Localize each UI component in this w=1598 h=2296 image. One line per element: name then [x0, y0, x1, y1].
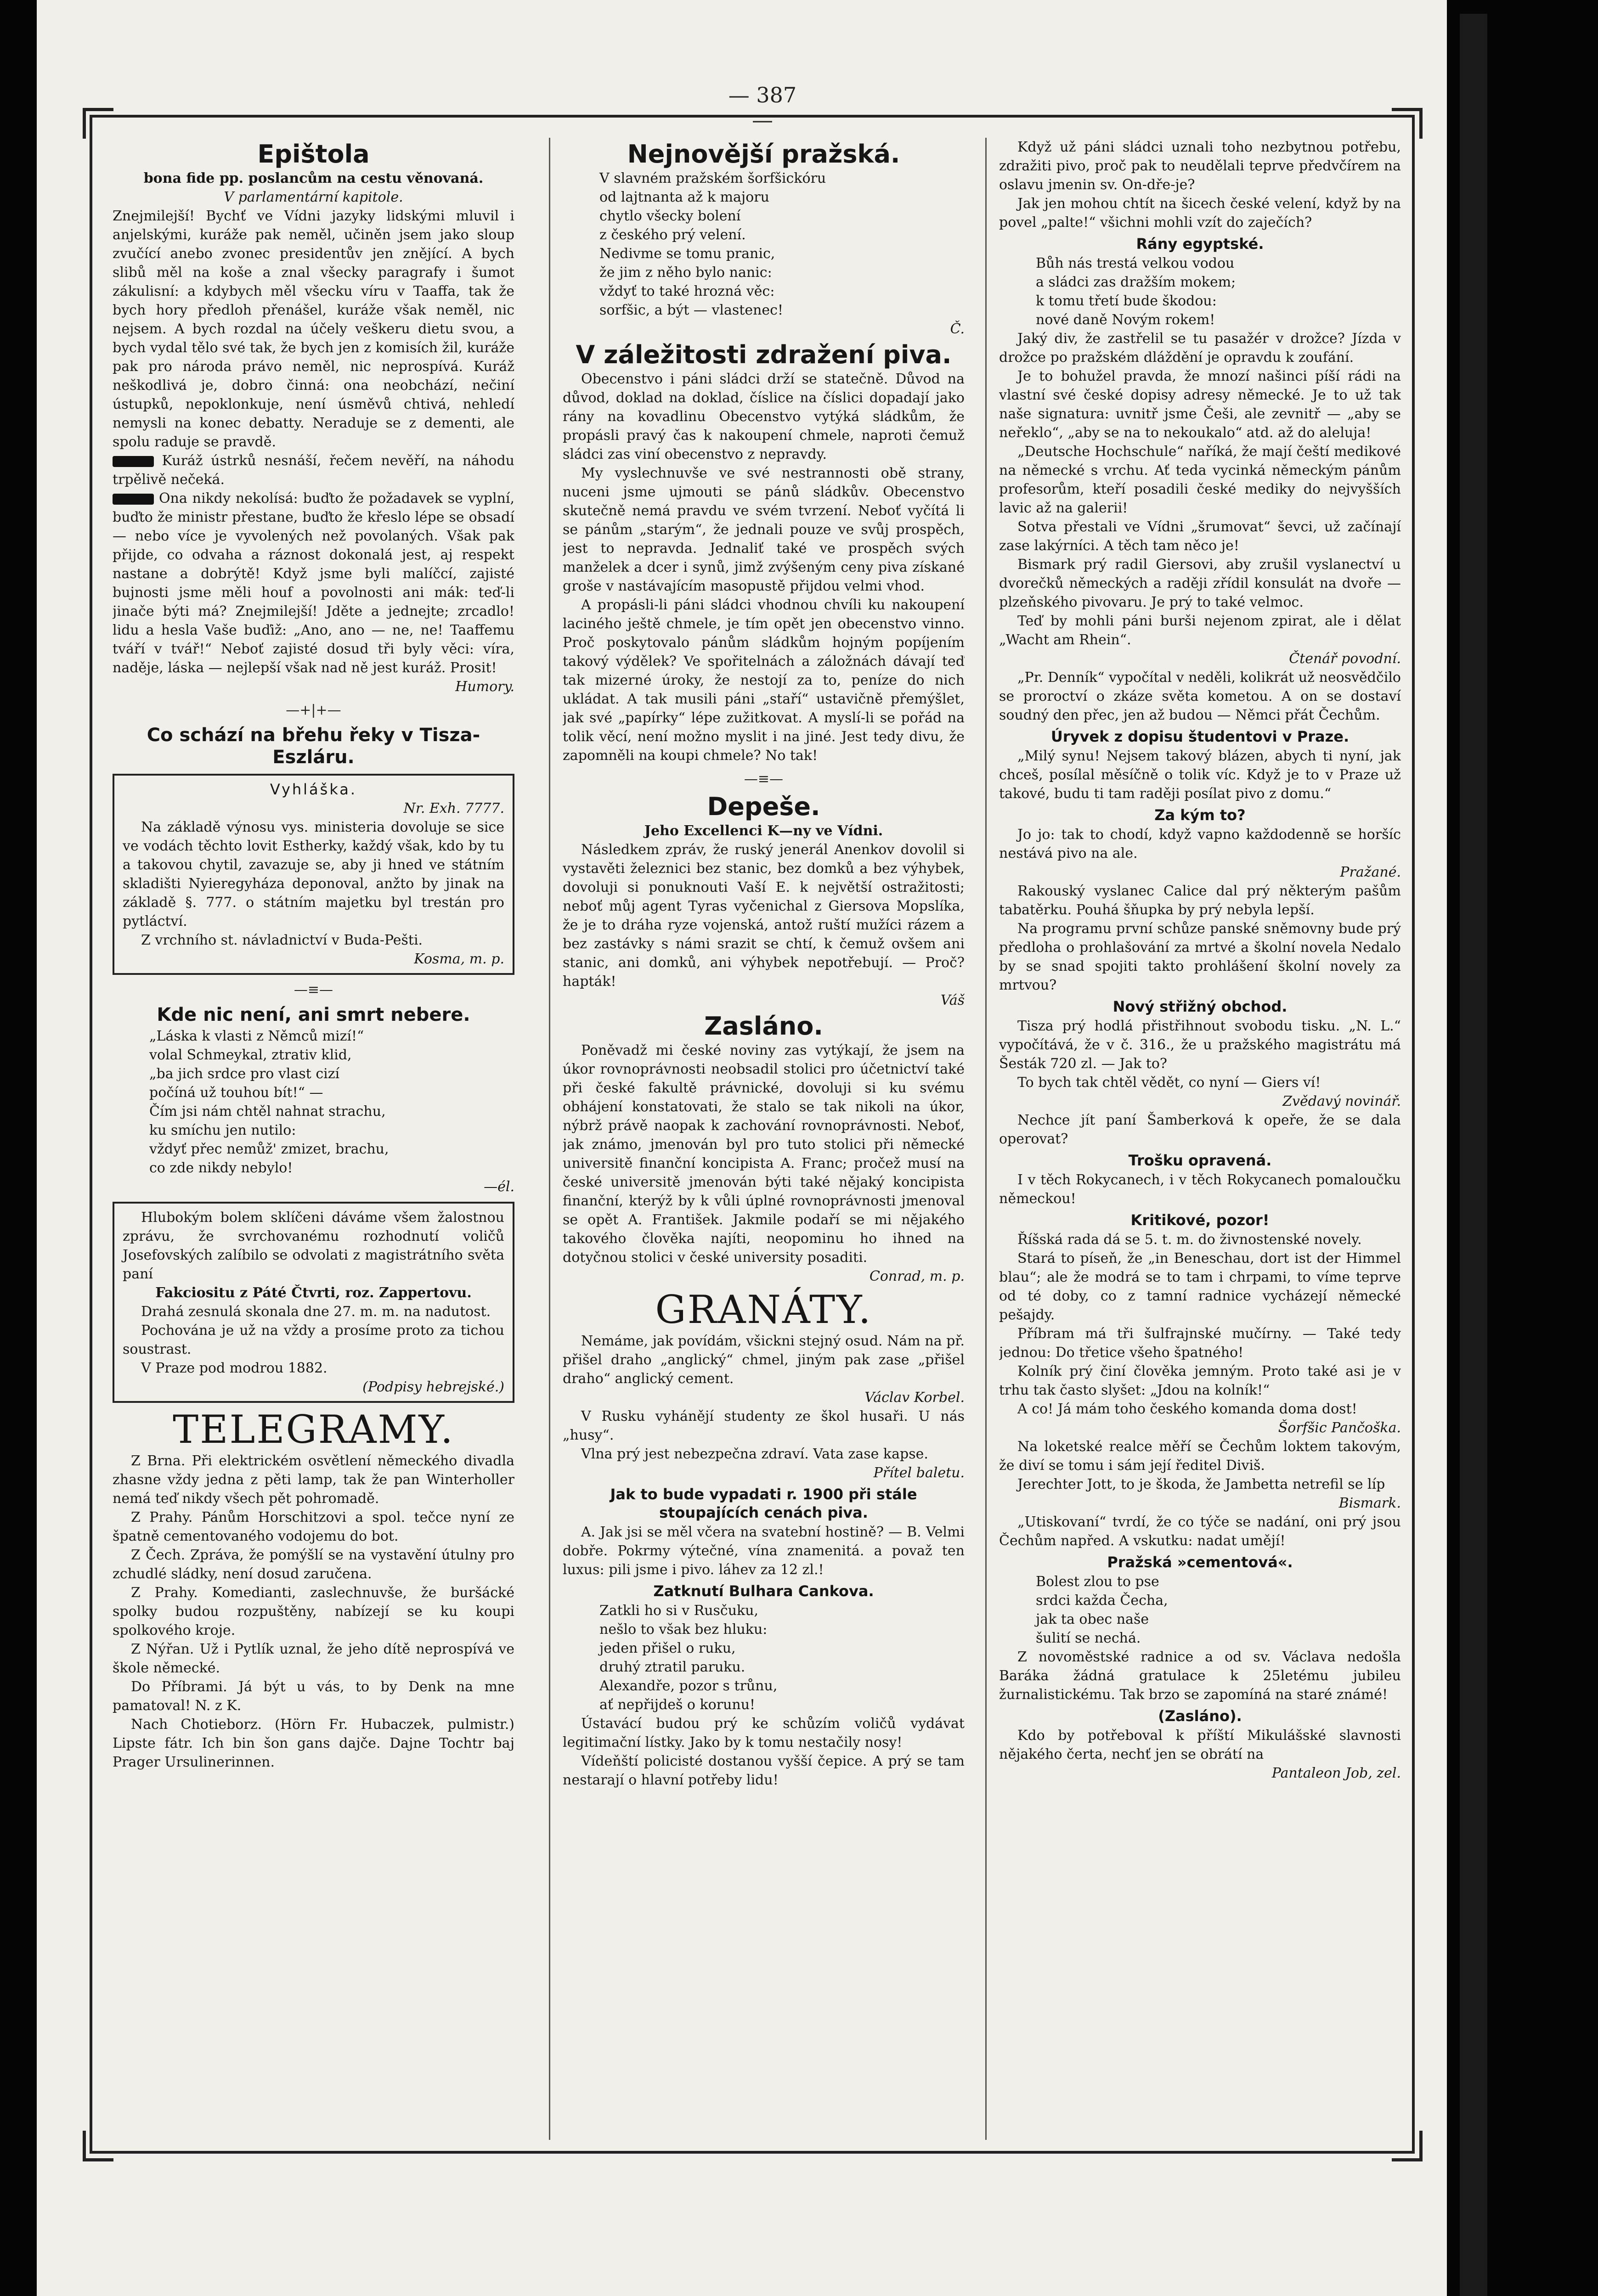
verse-line: V slavném pražském šorfšickóru	[599, 170, 826, 186]
epistola-text: Znejmilejší! Bychť ve Vídni jazyky lidskými mluvil i anjelskými, kuráže pak neměl, učiněn jsem jako sloup zvučící anebo zvonec presidentův jen znějící. A bych slibů měl na koše a znal všecky paragrafy i šumot zákulisní: a kdybych měl všecku víru v Taaffa, tak že bych hory předloh přenášel, kuráže však neměl, nic nejsem. A bych rozdal na účely veškeru dietu svou, a bych vydal tělo své tak, že bych jen z komisích žil, kuráže pak pro národa právo neměl, nic neprospívá. Kuráž neškodlivá je, dobro činná: ona neobchází, nečiní ústupků, nepoklonkuje, není úsměvů chtivá, nehledí nemysli na konec debatty. Neraduje se z dementi, ale spolu raduje se pravdě.	[113, 208, 514, 450]
verse-line: od lajtnanta až k majoru	[599, 189, 769, 205]
telegram-item: Z Brna. Při elektrickém osvětlení německého divadla zhasne vždy jedna z pěti lamp, tak že pan Winterholler nemá teď nikdy všech pět pohromadě.	[113, 1453, 514, 1507]
page-number: — 387 —	[728, 83, 797, 132]
verse-line: chytlo všecky bolení	[599, 208, 741, 224]
verse-line: vždyť to také hrozná věc:	[599, 283, 775, 299]
egypt-title: Rány egyptské.	[1136, 235, 1264, 253]
pivo-text: My vyslechnuvše ve své nestrannosti obě strany, nuceni jsme ujmouti se pánů sládkův. Obecenstvo skutečně nemá pravdu ve svém tvrzení. Neboť vyčítá li se pánům „starým“, že jednali pouze ve svůj prospěch, jest to nepravda. Jednaliť také ve prospěch svých manželek a dcer i synů, jimž zvýšeným ceny piva získané groše v nastávajícím masopustě přijdou velmi vhod.	[563, 465, 965, 594]
column-2	[563, 138, 965, 2140]
column-1	[113, 138, 514, 2140]
article-text: Jerechter Jott, to je škoda, že Jambetta netrefil se líp	[1017, 1476, 1385, 1492]
frame-corner-bl	[83, 2131, 113, 2161]
article-text: Kolník prý činí člověka jemným. Proto také asi je v trhu tak často slyšet: „Jdou na kolník!“	[999, 1363, 1401, 1398]
telegram-item: Z Prahy. Komedianti, zaslechnuvše, že buršácké spolky budou rozpuštěny, nabízejí se ku koupi spolkového kroje.	[113, 1585, 514, 1638]
article-text: Je to bohužel pravda, že mnozí našinci píší rádi na vlastní své české dopisy adresy německé. Je to už tak naše signatura: uvnitř jsme Češi, ale zevnitř — „aby se neřeklo“, „aby se na to nekoukalo“ atd. až do aleluja!	[999, 368, 1401, 441]
scan-edge	[1460, 14, 1487, 2296]
cement-title: Pražská »cementová«.	[1107, 1553, 1293, 1571]
verse-line: šulití se nechá.	[1036, 1630, 1141, 1646]
article-signature: Bismark.	[1338, 1495, 1401, 1511]
article-text: Kdo by potřeboval k příští Mikulášské slavnosti nějakého čerta, nechť jen se obrátí na	[999, 1728, 1401, 1762]
obituary-signature: (Podpisy hebrejské.)	[362, 1379, 504, 1395]
nejnovejsi-verse	[599, 169, 965, 320]
article-text: Jak jen mohou chtít na šicech české velení, když by na povel „palte!“ všichni mohli vzít do zaječích?	[999, 196, 1401, 231]
article-text: Když už páni sládci uznali toho nezbytnou potřebu, zdražiti pivo, proč pak to neudělali teprve předvčírem na oslavu jmenin sv. On-dře-je?	[999, 139, 1401, 193]
kde-title: Kde nic není, ani smrt nebere.	[157, 1004, 470, 1025]
article-text: Sotva přestali ve Vídni „šrumovat“ ševci, už začínají zase lakýrníci. A těch tam něco je!	[999, 519, 1401, 554]
article-text: „Pr. Denník“ vypočítal v neděli, kolikrát už neosvědčilo se proroctví o zkáze světa kometou. A on se dostaví soudný den přec, jen až budou — Němci přát Čechům.	[999, 670, 1401, 723]
depese-title: Depeše.	[707, 792, 820, 821]
granat-signature: Přítel baletu.	[873, 1465, 965, 1481]
verse-line: Nedivme se tomu pranic,	[599, 246, 775, 262]
obituary-box	[113, 1202, 514, 1403]
frame-corner-tl	[83, 108, 113, 139]
granat-signature: Václav Korbel.	[864, 1390, 965, 1406]
telegram-item: Z Nýřan. Už i Pytlík uznal, že jeho dítě neprospívá ve škole německé.	[113, 1641, 514, 1676]
telegramy-title: TELEGRAMY.	[173, 1407, 454, 1452]
verse-line: druhý ztratil paruku.	[599, 1659, 745, 1675]
article-text: Příbram má tři šulfrajnské mučírny. — Také tedy jednou: Do třetice všeho špatného!	[999, 1326, 1401, 1361]
telegram-item: Z Prahy. Pánům Horschitzovi a spol. tečce nyní ze špatně cementovaného vodojemu do bot.	[113, 1509, 514, 1544]
article-text: „Milý synu! Nejsem takový blázen, abych ti nyní, jak chceš, posílal měsíčně o tolik víc. Když je to v Praze už takové, budu ti tam raději posílat pivo z domu.“	[999, 748, 1401, 802]
granat-item: Vlna prý jest nebezpečna zdraví. Vata zase kapse.	[581, 1446, 928, 1462]
vyhlaska-from: Z vrchního st. návladnictví v Buda-Pešti.	[141, 932, 423, 948]
obchod-title: Nový střižný obchod.	[1112, 998, 1287, 1015]
pivo-text: A propásli-li páni sládci vhodnou chvíli ku nakoupení laciného ještě chmele, je tím opět jen obecenstvo vinno. Proč poskytovalo pánům sládkům hojným popíjením takový výdělek? Ve spořitelnách a záložnách dávají teď tak mizerné úroky, že nestojí za to, peníze do nich ukládat. A tak musili páni „staří“ ustavičně přemýšlet, jak své „papírky“ lépe zužitkovat. A myslí-li se pořád na tolik věcí, není možno myslit i na jiné. Jest tedy divu, že zapomněli na koupi chmele? No tak!	[563, 597, 965, 764]
egypt-verse	[1036, 254, 1401, 329]
telegram-item: Do Příbrami. Já být u vás, to by Denk na mne pamatoval! N. z K.	[113, 1679, 514, 1714]
granat-item: Ústavácí budou prý ke schůzím voličů vydávat legitimační lístky. Jako by k tomu nestačily nosy!	[563, 1716, 965, 1750]
article-text: Nechce jít paní Šamberková k opeře, že se dala operovat?	[999, 1112, 1401, 1147]
verse-line: Bolest zlou to pse	[1036, 1574, 1159, 1590]
article-signature: Šorfšic Pančoška.	[1278, 1420, 1401, 1436]
verse-line: jak ta obec naše	[1036, 1611, 1149, 1627]
ornament-divider: —≡—	[294, 982, 333, 998]
column-3	[999, 138, 1401, 2140]
zaslano-small-title: (Zasláno).	[1158, 1707, 1242, 1725]
verse-line: sorfšic, a být — vlastenec!	[599, 302, 784, 318]
verse-line: z českého prý velení.	[599, 227, 746, 243]
verse-line: Alexandře, pozor s trůnu,	[599, 1678, 778, 1694]
granaty-title: GRANÁTY.	[655, 1287, 872, 1332]
epistola-kicker: V parlamentární kapitole.	[224, 189, 403, 205]
tisza-title: Co schází na břehu řeky v Tisza-Eszláru.	[147, 725, 480, 768]
verse-line: co zde nikdy nebylo!	[149, 1160, 293, 1176]
depese-subtitle: Jeho Excellenci K—ny ve Vídni.	[644, 823, 883, 839]
verse-line: ať nepřijdeš o korunu!	[599, 1697, 756, 1713]
pivo-title: V záležitosti zdražení piva.	[576, 340, 952, 369]
ornament-divider: —≡—	[744, 771, 784, 787]
pointing-hand-icon	[113, 456, 154, 467]
article-text: „Utiskovaní“ tvrdí, že co týče se nadání, oni prý jsou Čechům napřed. A vskutku: nadat umějí!	[999, 1514, 1401, 1549]
pointing-hand-icon	[113, 494, 154, 505]
frame-corner-tr	[1392, 108, 1423, 139]
kritik-title: Kritikové, pozor!	[1130, 1211, 1270, 1229]
depese-text: Následkem zpráv, že ruský jenerál Anenkov dovolil si vystavěti železnici bez stanic, bez domků a bez výhybek, dovoluji si ponuknouti Vaší E. k největší ostražitosti; neboť můj agent Tyras vyčenichal z Giersova Mopslíka, že je to dráha ryze vojenská, antož ruští mužíci rázem a bez zastávky s námi srazit se chtí, k čemuž ovšem ani stanic, ani domků, ani výhybek nepotřebují. — Proč? hapták!	[563, 842, 965, 990]
verse-line: Zatkli ho si v Rusčuku,	[599, 1603, 759, 1619]
article-text: Říšská rada dá se 5. t. m. do živnostenské novely.	[1017, 1232, 1362, 1248]
kde-signature: —él.	[484, 1179, 514, 1195]
verse-line: volal Schmeykal, ztrativ klid,	[149, 1047, 352, 1063]
ornament-divider: —+|+—	[286, 702, 341, 718]
article-text: Na loketské realce měří se Čechům loktem takovým, že diví se tomu i sám její ředitel Diviš.	[999, 1439, 1401, 1474]
bulhar-title: Zatknutí Bulhara Cankova.	[653, 1582, 874, 1600]
verse-line: počíná už touhou bít!“ —	[149, 1085, 323, 1101]
verse-line: nové daně Novým rokem!	[1036, 312, 1215, 328]
verse-line: nešlo to však bez hluku:	[599, 1621, 768, 1638]
telegram-item: Z Čech. Zpráva, že pomýšlí se na vystavění útulny pro zchudlé sládky, není dosud zaručena.	[113, 1547, 514, 1582]
granat-item: Nemáme, jak povídám, všickni stejný osud. Nám na př. přišel draho „anglický“ chmel, jiným pak zase „přišel draho“ anglický cement.	[563, 1333, 965, 1387]
epistola-signature: Humory.	[455, 679, 514, 695]
column-rule	[549, 138, 550, 2140]
article-text: To bych tak chtěl vědět, co nyní — Giers ví!	[1017, 1075, 1321, 1091]
epistola-title: Epištola	[257, 140, 370, 169]
vyhlaska-text: Na základě výnosu vys. ministeria dovoluje se sice ve vodách těchto lovit Estherky, každý však, kdo by tu a takovou chytil, zavazuje se, aby ji hned ve státním skladišti Nyieregyháza deponoval, anžto by jinak na základě §. 777. o státním majetku byl trestán pro pytláctví.	[123, 819, 504, 929]
article-text: Jo jo: tak to chodí, když vapno každodenně se horšíc nestává pivo na ale.	[999, 827, 1401, 861]
obituary-text-4: V Praze pod modrou 1882.	[141, 1360, 328, 1376]
vyhlaska-signature: Kosma, m. p.	[414, 951, 504, 967]
zaslano-text: Poněvadž mi české noviny zas vytýkají, že jsem na úkor rovnoprávnosti neobsadil stolici pro účetnictví také při české fakultě právnické, dovoluji si ku svému obhájení konstatovati, že stalo se tak nikoli na úkor, nýbrž právě naopak k zachování rovnoprávnosti. Neboť, jak známo, jmenován byl pro tuto stolici při německé universitě finanční koncipista A. Franc; pročež musí na české universitě jmenován býti také nějaký koncipista finanční, kterýž by k vůli úplné rovnoprávnosti jmenoval se opět A. František. Jakmile podaří se mi nějakého takového člověka najíti, neopominu ho ihned na dotyčnou stolici v české university posaditi.	[563, 1042, 965, 1266]
granat-item: Vídeňští policisté dostanou vyšší čepice. A prý se tam nestarají o hlavní potřeby lidu!	[563, 1753, 965, 1788]
obituary-text-2: Drahá zesnulá skonala dne 27. m. m. na nadutost.	[141, 1304, 491, 1320]
verse-line: „ba jich srdce pro vlast cizí	[149, 1066, 340, 1082]
vyhlaska-title: Vyhláška.	[270, 781, 357, 798]
depese-signature: Váš	[940, 992, 965, 1008]
epistola-subtitle: bona fide pp. poslancům na cestu věnovaná.	[143, 170, 484, 186]
verse-line: a sládci zas dražším mokem;	[1036, 274, 1236, 290]
article-text: Jaký div, že zastřelil se tu pasažér v drožce? Jízda v drožce po pražském dláždění je opravdu k zoufání.	[999, 331, 1401, 366]
vyhlaska-box	[113, 774, 514, 975]
vyhlaska-ref: Nr. Exh. 7777.	[403, 800, 504, 816]
granat-item: A. Jak jsi se měl včera na svatební hostině? — B. Velmi dobře. Pokrmy výtečné, vína znamenitá. a považ ten luxus: pili jsme i pivo. láhev za 12 zl.!	[563, 1524, 965, 1578]
article-text: Rakouský vyslanec Calice dal prý některým pašům tabatěrku. Pouhá šňupka by prý nebyla lepší.	[999, 883, 1401, 918]
zaslano-signature: Conrad, m. p.	[869, 1268, 965, 1284]
granat-heading: Jak to bude vypadati r. 1900 při stále stoupajících cenách piva.	[610, 1486, 917, 1521]
article-text: Na programu první schůze panské sněmovny bude prý předloha o prohlašování za mrtvé a školní novela Nedalo by se snad spojiti takto prohlášení školní novely za mrtvou?	[999, 921, 1401, 993]
verse-line: vždyť přec nemůž' zmizet, brachu,	[149, 1141, 389, 1157]
zaslano-title: Zasláno.	[704, 1012, 823, 1041]
uryvek-title: Úryvek z dopisu študentovi v Praze.	[1050, 728, 1350, 745]
cement-verse	[1036, 1572, 1401, 1648]
article-text: Z novoměstské radnice a od sv. Václava nedošla Baráka žádná gratulace k 25letému jubileu žurnalistickému. Tak brzo se zapomíná na staré známé!	[999, 1649, 1401, 1703]
article-text: „Deutsche Hochschule“ naříká, že mají čeští medikové na německé s vrchu. Ať teda vycinká německým pánům profesorům, kteří posadili české mediky do nejvyšších lavic až na galerii!	[999, 444, 1401, 516]
article-signature: Pražané.	[1340, 864, 1401, 880]
verse-line: ku smíchu jen nutilo:	[149, 1122, 296, 1138]
article-signature: Pantaleon Job, zel.	[1271, 1765, 1401, 1781]
article-text: Teď by mohli páni burši nejenom zpirat, ale i dělat „Wacht am Rhein“.	[999, 613, 1401, 648]
obituary-text: Hlubokým bolem sklíčeni dáváme všem žalostnou zprávu, že svrchovanému rozhodnutí voličů Josefovských zalíbilo se odvolati z magistrátního světa paní	[123, 1210, 504, 1282]
obituary-name: Fakciositu z Páté Čtvrti, roz. Zappertovu.	[155, 1285, 472, 1301]
verse-line: srdci každa Čecha,	[1036, 1593, 1168, 1609]
nejnovejsi-signature: Č.	[950, 321, 965, 337]
verse-line: Čím jsi nám chtěl nahnat strachu,	[149, 1103, 386, 1120]
article-signature: Čtenář povodní.	[1289, 651, 1401, 667]
verse-line: že jim z něho bylo nanic:	[599, 264, 772, 281]
column-rule	[985, 138, 987, 2140]
obituary-text-3: Pochována je už na vždy a prosíme proto za tichou soustrast.	[123, 1322, 504, 1357]
oprava-title: Trošku opravená.	[1128, 1152, 1272, 1169]
article-text: Stará to píseň, že „in Beneschau, dort ist der Himmel blau“; ale že modrá se to tam i chrpami, to víme teprve od té doby, co z tamní radnice vycházejí německé pešajdy.	[999, 1250, 1401, 1323]
article-signature: Zvědavý novinář.	[1282, 1093, 1401, 1109]
kde-verse	[149, 1027, 514, 1177]
pivo-text: Obecenstvo i páni sládci drží se statečně. Důvod na důvod, doklad na doklad, číslice na číslici dopadají jako rány na kovadlinu Obecenstvo vytýká sládkům, že propásli pravý čas k nakoupení chmele, naproti čemuž sládci zas viní obecenstvo z nepravdy.	[563, 371, 965, 462]
granat-item: V Rusku vyhánějí studenty ze škol husaři. U nás „husy“.	[563, 1408, 965, 1443]
article-text: A co! Já mám toho českého komanda doma dost!	[1017, 1401, 1357, 1417]
verse-line: Bůh nás trestá velkou vodou	[1036, 255, 1235, 271]
article-text: Tisza prý hodlá přistřihnout svobodu tisku. „N. L.“ vypočítává, že v č. 316., že u pražského magistrátu má Šesták 720 zl. — Jak to?	[999, 1018, 1401, 1072]
verse-line: k tomu třetí bude škodou:	[1036, 293, 1217, 309]
bulhar-verse	[599, 1601, 965, 1714]
zakym-title: Za kým to?	[1154, 806, 1246, 824]
epistola-text-3: Ona nikdy nekolísá: buďto že požadavek se vyplní, buďto že ministr přestane, buďto že křeslo lépe se obsadí — nebo více je vyvolených než povolaných. Však pak přijde, co odvaha a ráznost dokonalá jest, aj respekt nastane a dobrýtě! Když jsme byli malíčcí, zajisté bujnosti jsme měli houf a povolnosti ani mák: teď-li jinače býti má? Znejmilejší! Jděte a jednejte; zrcadlo! lidu a hesla Vaše buďiž: „Ano, ano — ne, ne! Taaffemu tváří v tvář!“ Neboť zajisté dosud tři byly věci: víra, naděje, láska — nejlepší však nad ně jest kuráž. Prosit!	[113, 490, 514, 676]
telegram-item: Nach Chotieborz. (Hörn Fr. Hubaczek, pulmistr.) Lipste fátr. Ich bin šon gans dajče. Dajne Tochtr baj Prager Ursulinerinnen.	[113, 1716, 514, 1770]
verse-line: jeden přišel o ruku,	[599, 1640, 736, 1656]
nejnovejsi-title: Nejnovější pražská.	[627, 140, 900, 169]
article-text: I v těch Rokycanech, i v těch Rokycanech pomaloučku německou!	[999, 1172, 1401, 1207]
verse-line: „Láska k vlasti z Němců mizí!“	[149, 1028, 364, 1044]
article-text: Bismark prý radil Giersovi, aby zrušil vyslanectví u dvorečků německých a raději zřídil konsulát na dvoře — plzeňského pivovaru. Je prý to také velmoc.	[999, 557, 1401, 610]
epistola-text-2: Kuráž ústrků nesnáší, řečem nevěří, na náhodu trpělivě nečeká.	[113, 453, 514, 488]
